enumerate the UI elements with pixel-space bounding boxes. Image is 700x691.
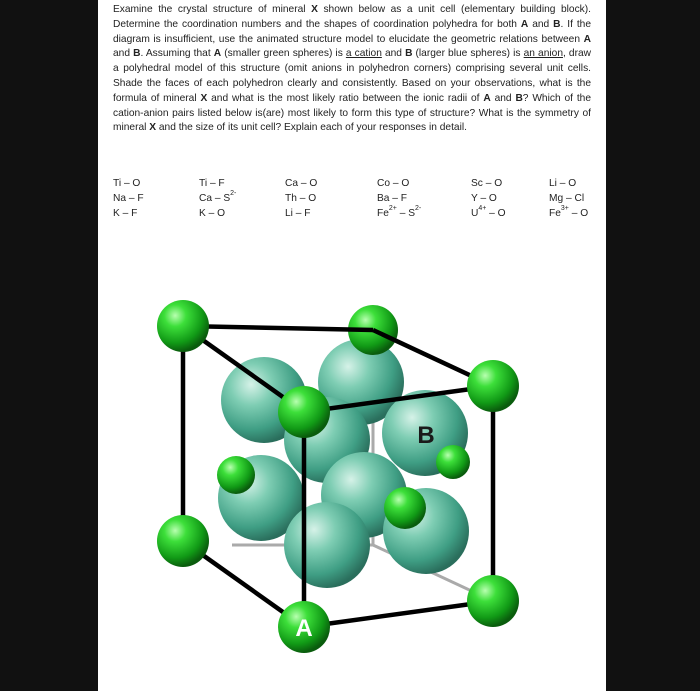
text-run: (larger blue spheres) is: [412, 48, 524, 60]
pair-item: K – F: [113, 207, 138, 219]
underlined-cation: a cation: [345, 48, 382, 60]
text-run: . If the diagram is insufficient, use the animated structure model to elucidate the geometric relations between: [113, 18, 591, 45]
underlined-anion: an anion: [523, 48, 563, 60]
cation-sphere: [278, 386, 330, 438]
cation-sphere: [217, 456, 255, 494]
label-a: A: [295, 615, 313, 642]
bold-x: X: [149, 122, 157, 134]
bold-b: B: [405, 48, 413, 60]
text-run: ? Which of the cation-anion pairs listed below is(are) most likely to form this type of structure? What is the symmetry of mineral: [113, 92, 591, 134]
pair-item: $U^{4+}$ – O: [471, 205, 506, 219]
pair-item: $Fe^{2+} - S^{2-}$: [377, 205, 422, 219]
bold-a: A: [483, 92, 491, 104]
cell-edge: [183, 326, 373, 330]
pair-item: K – O: [199, 207, 226, 219]
text-run: , draw a polyhedral model of this structure (omit anions in polyhedron corners) comprising several unit cells. Shade the faces of each polyhedron clearly and consistently. Based on your observations, what is the formula of mineral: [113, 48, 591, 104]
text-run: (smaller green spheres) is: [221, 48, 346, 60]
bold-b: B: [515, 92, 523, 104]
cation-sphere: [467, 360, 519, 412]
bold-b: B: [553, 18, 561, 30]
pair-item: Ca – O: [285, 178, 318, 189]
text-run: . Assuming that: [140, 48, 214, 60]
bold-b: B: [133, 48, 141, 60]
cation-sphere: [436, 445, 470, 479]
cell-edge: [304, 601, 493, 627]
bold-a: A: [520, 18, 529, 30]
pair-item: Y – O: [471, 192, 497, 204]
document-page: [98, 0, 606, 691]
text-run: and: [528, 18, 554, 30]
text-run: Examine the crystal structure of mineral: [113, 4, 312, 15]
text-run: and: [113, 48, 134, 60]
pair-item: Li – F: [285, 207, 311, 219]
bold-x: X: [311, 4, 318, 15]
pair-item: Mg – Cl: [549, 192, 585, 204]
pair-item: Ba – F: [377, 192, 408, 204]
text-run: and what is the most likely ratio between the ionic radii of: [207, 92, 484, 104]
anion-sphere: [284, 502, 370, 588]
unit-cell-diagram: [98, 0, 606, 691]
pair-item: Co – O: [377, 178, 410, 189]
pair-item: Sc – O: [471, 178, 503, 189]
pair-item: Ti – F: [199, 178, 225, 189]
pair-item: Li – O: [549, 178, 577, 189]
text-run: and the size of its unit cell? Explain each of your responses in detail.: [156, 122, 467, 134]
pair-item: $Fe^{3+}$ – O: [549, 205, 589, 219]
pair-item: Ca – $S^{2-}$: [199, 190, 237, 204]
cation-sphere: [467, 575, 519, 627]
pair-item: Th – O: [285, 192, 317, 204]
text-run: and: [490, 92, 516, 104]
pair-item: Na – F: [113, 192, 144, 204]
cation-sphere: [157, 300, 209, 352]
cation-sphere: [384, 487, 426, 529]
text-run: shown below as a unit cell (elementary building block). Determine the coordination numbers and the shapes of coordination polyhedra for both: [113, 4, 591, 30]
bold-a: A: [583, 33, 591, 45]
bold-x: X: [200, 92, 208, 104]
label-b: B: [417, 422, 435, 449]
bold-a: A: [213, 48, 222, 60]
pair-item: Ti – O: [113, 178, 141, 189]
cation-sphere: [157, 515, 209, 567]
text-run: and: [381, 48, 406, 60]
